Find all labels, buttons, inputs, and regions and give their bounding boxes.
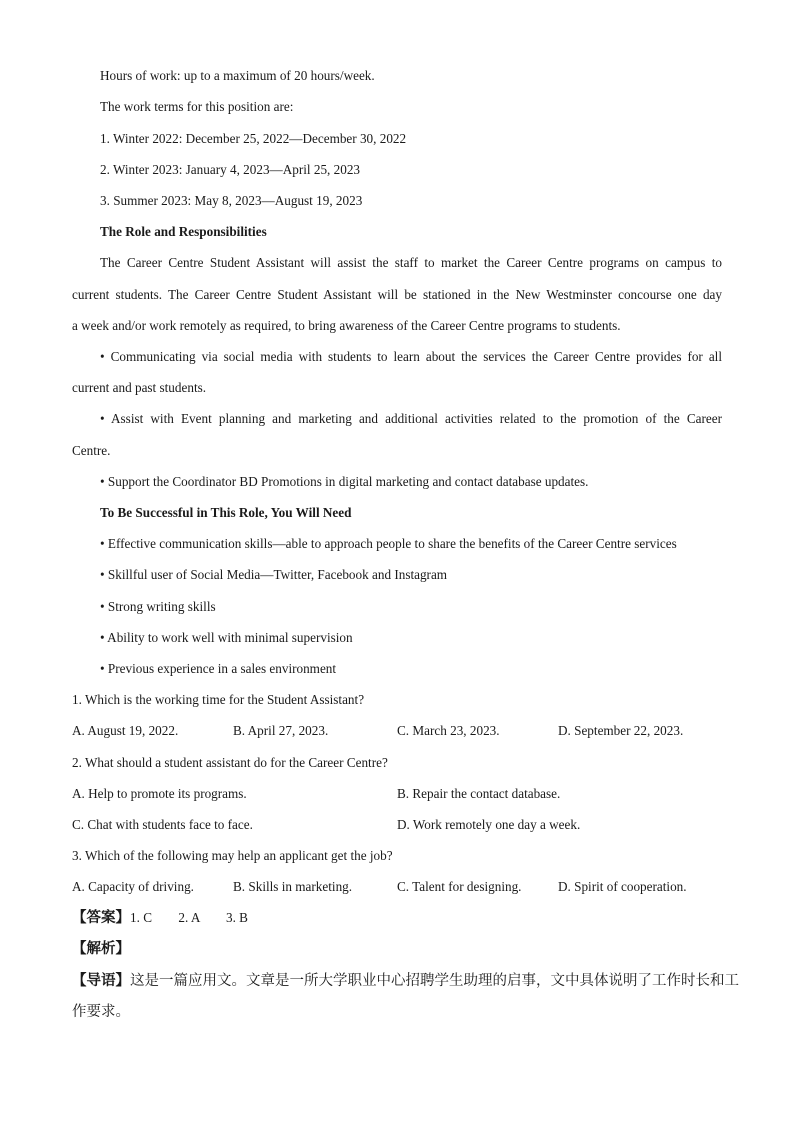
work-term-3: 3. Summer 2023: May 8, 2023—August 19, 2023 [100,193,363,208]
work-terms-label: The work terms for this position are: [100,99,294,114]
question-3-option-a: A. Capacity of driving. [72,879,194,894]
answer-values: 1. C 2. A 3. B [130,910,248,925]
question-3-stem: 3. Which of the following may help an applicant get the job? [72,848,393,863]
question-3-option-d: D. Spirit of cooperation. [558,879,687,894]
question-2-option-a: A. Help to promote its programs. [72,786,247,801]
question-2-option-b: B. Repair the contact database. [397,786,561,801]
success-item-2: • Skillful user of Social Media—Twitter, Facebook and Instagram [100,567,448,582]
work-term-1: 1. Winter 2022: December 25, 2022—December 30, 2022 [100,131,407,146]
guide-label: 【导语】 [72,973,130,989]
answer-line [72,909,248,927]
role-bullet-1-line-2: current and past students. [72,380,207,395]
answer-label: 【答案】 [72,910,130,926]
guide-line-2: 作要求。 [72,1004,130,1020]
hours-of-work: Hours of work: up to a maximum of 20 hours/week. [100,68,375,83]
question-3-option-c: C. Talent for designing. [397,879,522,894]
success-item-1: • Effective communication skills—able to approach people to share the benefits of the Career Centre services [100,536,677,551]
role-paragraph-line-2: current students. The Career Centre Student Assistant will be stationed in the New Westminster concourse one day [72,287,722,302]
question-2-option-c: C. Chat with students face to face. [72,817,253,832]
guide-line-1 [72,972,739,990]
analysis-label: 【解析】 [72,941,130,957]
work-term-2: 2. Winter 2023: January 4, 2023—April 25, 2023 [100,162,361,177]
question-2-option-d: D. Work remotely one day a week. [397,817,581,832]
question-2-stem: 2. What should a student assistant do for the Career Centre? [72,755,388,770]
success-item-4: • Ability to work well with minimal supervision [100,630,353,645]
role-bullet-2-line-1: • Assist with Event planning and marketing and additional activities related to the promotion of the Career [100,411,722,426]
question-1-option-c: C. March 23, 2023. [397,723,500,738]
role-paragraph-line-1: The Career Centre Student Assistant will assist the staff to market the Career Centre programs on campus to [100,255,722,270]
success-item-3: • Strong writing skills [100,599,216,614]
question-3-option-b: B. Skills in marketing. [233,879,353,894]
success-heading: To Be Successful in This Role, You Will Need [100,505,352,520]
question-1-option-b: B. April 27, 2023. [233,723,329,738]
role-heading: The Role and Responsibilities [100,224,267,239]
role-bullet-3: • Support the Coordinator BD Promotions in digital marketing and contact database updates. [100,474,589,489]
question-1-option-a: A. August 19, 2022. [72,723,179,738]
guide-text-1: 这是一篇应用文。文章是一所大学职业中心招聘学生助理的启事，文中具体说明了工作时长和工 [130,973,739,989]
question-1-option-d: D. September 22, 2023. [558,723,684,738]
role-paragraph-line-3: a week and/or work remotely as required, to bring awareness of the Career Centre programs to students. [72,318,621,333]
question-1-stem: 1. Which is the working time for the Student Assistant? [72,692,365,707]
role-bullet-2-line-2: Centre. [72,443,111,458]
success-item-5: • Previous experience in a sales environment [100,661,337,676]
role-bullet-1-line-1: • Communicating via social media with students to learn about the services the Career Centre provides for all [100,349,722,364]
